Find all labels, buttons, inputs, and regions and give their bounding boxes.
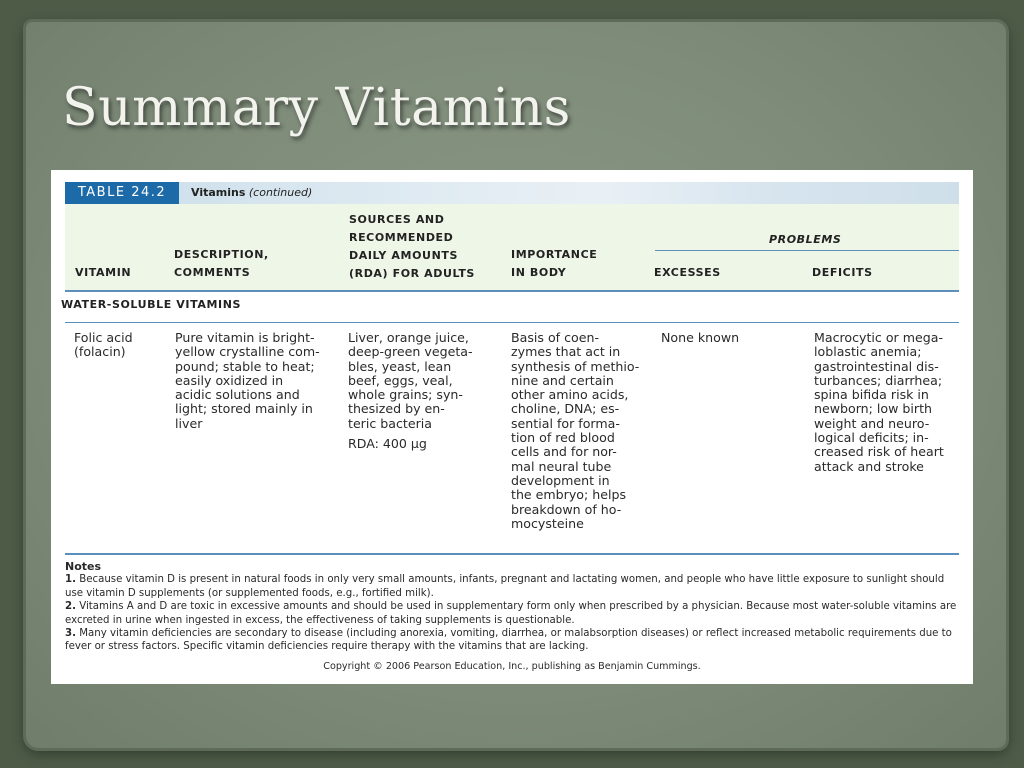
slide-title: Summary Vitamins xyxy=(62,78,571,138)
notes-block xyxy=(65,560,963,654)
notes-heading: Notes xyxy=(65,560,102,573)
section-label: WATER-SOLUBLE VITAMINS xyxy=(61,298,242,311)
header-excesses: EXCESSES xyxy=(654,266,721,279)
table-caption-title: Vitamins xyxy=(191,186,246,199)
table-number: TABLE 24.2 xyxy=(65,182,179,204)
note-item xyxy=(65,600,963,627)
note-item xyxy=(65,573,963,600)
header-deficits: DEFICITS xyxy=(812,266,873,279)
cell-excesses: None known xyxy=(661,330,740,345)
cell-vitamin: Folic acid (folacin) xyxy=(74,330,133,360)
cell-deficits: Macrocytic or mega- loblastic anemia; gastrointestinal dis- turbances; diarrhea; spina bifida risk in newborn; low birth weight and neuro- logical deficits; in- creased risk of heart attack and stroke xyxy=(814,330,944,474)
note-text: Many vitamin deficiencies are secondary to disease (including anorexia, vomiting, diarrhea, or malabsorption diseases) or reflect increased metabolic requirements due to fever or stress factors. Specific vitamin deficiencies require therapy with the vitamins that are lacking. xyxy=(65,628,952,653)
header-problems: PROBLEMS xyxy=(769,233,842,246)
table-banner xyxy=(65,182,959,204)
note-number: 2. xyxy=(65,601,76,613)
cell-sources: Liver, orange juice, deep-green vegeta- bles, yeast, lean beef, eggs, veal, whole grains; syn- thesized by en- teric bacteria xyxy=(348,330,473,431)
cell-importance: Basis of coen- zymes that act in synthesis of methio- nine and certain other amino acids, choline, DNA; es- sential for forma- tion of red blood cells and for nor- mal neural tube development in the embryo; helps breakdown of ho- mocysteine xyxy=(511,330,640,531)
cell-rda: RDA: 400 µg xyxy=(348,436,427,451)
note-text: Because vitamin D is present in natural foods in only very small amounts, infants, pregnant and lactating women, and people who have little exposure to sunlight should use vitamin D supplements (or supplemented foods, e.g., fortified milk). xyxy=(65,574,945,599)
header-sources: SOURCES AND RECOMMENDED DAILY AMOUNTS (RDA) FOR ADULTS xyxy=(349,213,475,280)
notes-divider xyxy=(65,553,959,555)
header-description: DESCRIPTION, COMMENTS xyxy=(174,248,269,279)
vitamin-table-image xyxy=(51,170,973,684)
note-item xyxy=(65,627,963,654)
section-divider xyxy=(65,322,959,323)
cell-description: Pure vitamin is bright- yellow crystalline com- pound; stable to heat; easily oxidized in acidic solutions and light; stored mainly in liver xyxy=(175,330,320,431)
problems-divider xyxy=(655,250,959,251)
note-text: Vitamins A and D are toxic in excessive amounts and should be used in supplementary form only when prescribed by a physician. Because most water-soluble vitamins are excreted in urine when ingested in excess, the effectiveness of taking supplements is questionable. xyxy=(65,601,957,626)
table-header xyxy=(65,204,959,292)
note-number: 3. xyxy=(65,628,76,640)
table-caption xyxy=(191,182,312,204)
table-caption-continued: (continued) xyxy=(248,186,313,199)
header-vitamin: VITAMIN xyxy=(75,266,132,279)
header-importance: IMPORTANCE IN BODY xyxy=(511,248,598,279)
note-number: 1. xyxy=(65,574,76,586)
copyright-line: Copyright © 2006 Pearson Education, Inc., publishing as Benjamin Cummings. xyxy=(323,661,701,672)
